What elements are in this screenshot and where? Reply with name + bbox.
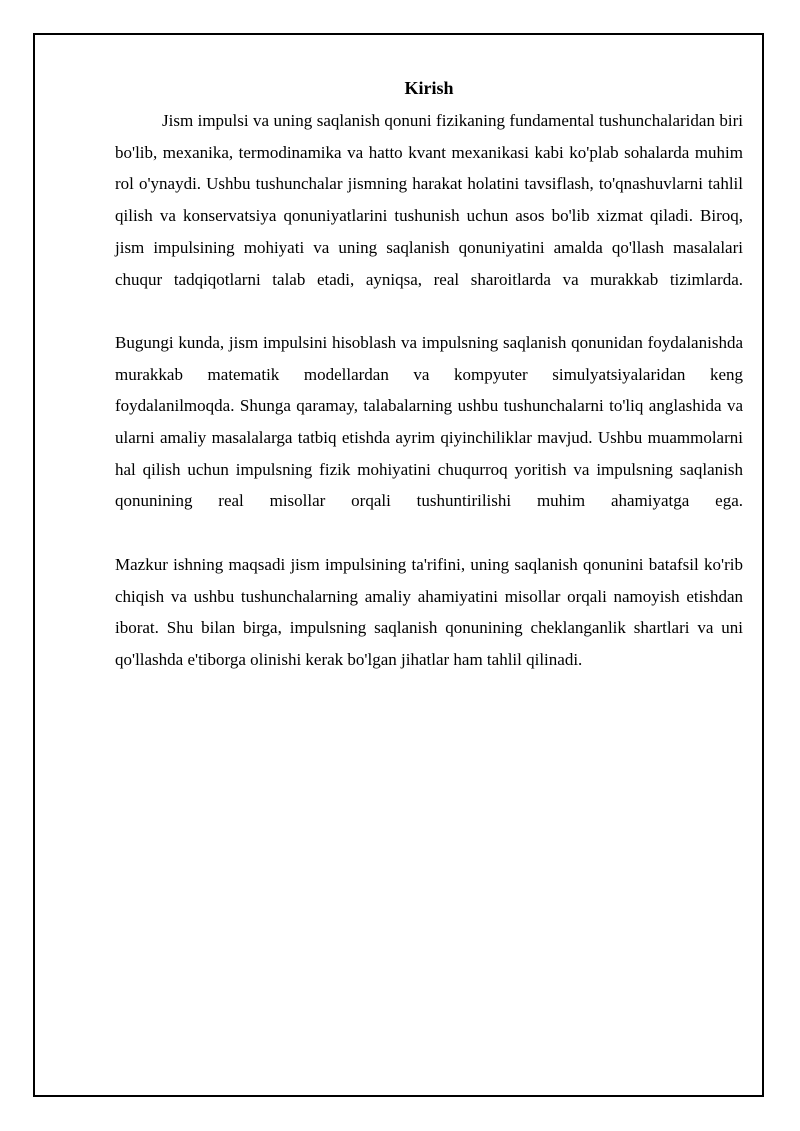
paragraph-gap [115, 295, 743, 327]
paragraph-3: Mazkur ishning maqsadi jism impulsining ta'rifini, uning saqlanish qonunini batafsil ko'rib chiqish va ushbu tushunchalarning amaliy ahamiyatini misollar orqali namoyish etishdan iborat. Shu bilan birga, impulsning saqlanish qonunining cheklanganlik shartlari va uni qo'llashda e'tiborga olinishi kerak bo'lgan jihatlar ham tahlil qilinadi. [115, 554, 743, 669]
document-body [115, 75, 743, 676]
paragraph-1: Jism impulsi va uning saqlanish qonuni fizikaning fundamental tushunchalaridan biri bo'lib, mexanika, termodinamika va hatto kvant mexanikasi kabi ko'plab sohalarda muhim rol o'ynaydi. Ushbu tushunchalar jismning harakat holatini tavsiflash, to'qnashuvlarni tahlil qilish va konservatsiya qonuniyatlarini tushunish uchun asos bo'lib xizmat qiladi. Biroq, jism impulsining mohiyati va uning saqlanish qonuniyatini amalda qo'llash masalalari chuqur tadqiqotlarni talab etadi, ayniqsa, real sharoitlarda va murakkab tizimlarda. [115, 111, 743, 289]
document-title: Kirish [404, 78, 454, 98]
paragraph-gap [115, 517, 743, 549]
paragraph-2: Bugungi kunda, jism impulsini hisoblash va impulsning saqlanish qonunidan foydalanishda murakkab matematik modellardan va kompyuter simulyatsiyalaridan keng foydalanilmoqda. Shunga qaramay, talabalarning ushbu tushunchalarni to'liq anglashida va ularni amaliy masalalarga tatbiq etishda ayrim qiyinchiliklar mavjud. Ushbu muammolarni hal qilish uchun impulsning fizik mohiyatini chuqurroq yoritish va impulsning saqlanish qonunining real misollar orqali tushuntirilishi muhim ahamiyatga ega. [115, 332, 743, 511]
